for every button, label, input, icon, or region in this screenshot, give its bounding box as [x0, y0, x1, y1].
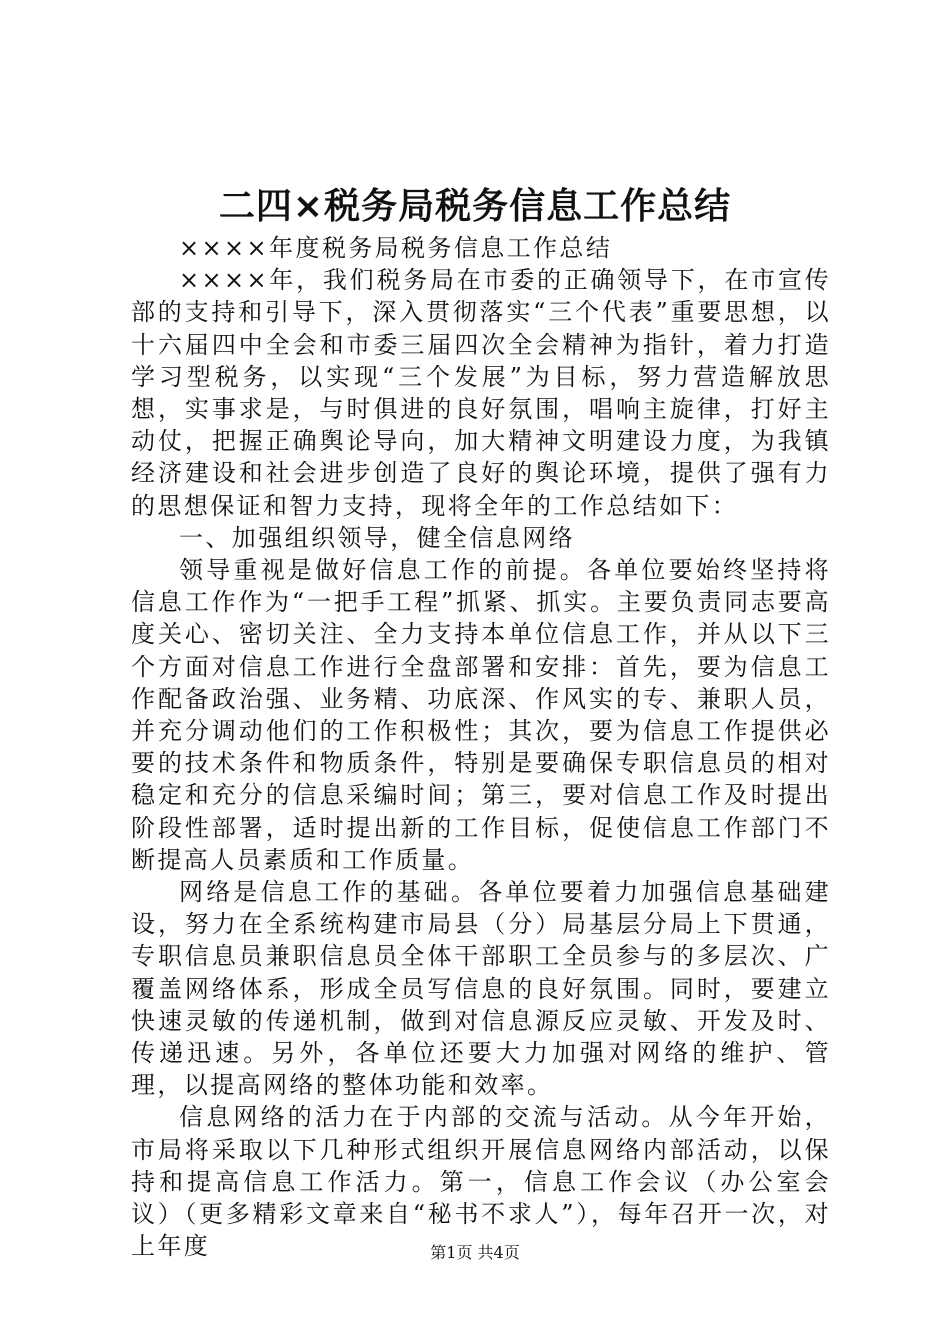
- document-body: [131, 232, 831, 1263]
- section-heading: 一、加强组织领导，健全信息网络: [179, 523, 575, 552]
- page-footer: [0, 1242, 950, 1264]
- paragraph-activities: 信息网络的活力在于内部的交流与活动。从今年开始，市局将采取以下几种形式组织开展信息网络内部活动，以保持和提高信息工作活力。第一，信息工作会议（办公室会议）（更多精彩文章来自“秘书不求人”），每年召开一次，对上年度: [131, 1103, 831, 1261]
- page-title: 二四×税务局税务信息工作总结: [218, 186, 732, 227]
- page-number: 第1页 共4页: [430, 1243, 520, 1262]
- paragraph-network: 网络是信息工作的基础。各单位要着力加强信息基础建设，努力在全系统构建市局县（分）局基层分局上下贯通，专职信息员兼职信息员全体干部职工全员参与的多层次、广覆盖网络体系，形成全员写信息的良好氛围。同时，要建立快速灵敏的传递机制，做到对信息源反应灵敏、开发及时、传递迅速。另外，各单位还要大力加强对网络的维护、管理，以提高网络的整体功能和效率。: [131, 878, 831, 1100]
- paragraph-subtitle: ××××年度税务局税务信息工作总结: [179, 234, 613, 262]
- paragraph-intro: ××××年，我们税务局在市委的正确领导下，在市宣传部的支持和引导下，深入贯彻落实“三个代表”重要思想，以十六届四中全会和市委三届四次全会精神为指针，着力打造学习型税务，以实现“三个发展”为目标，努力营造解放思想，实事求是，与时俱进的良好氛围，唱响主旋律，打好主动仗，把握正确舆论导向，加大精神文明建设力度，为我镇经济建设和社会进步创造了良好的舆论环境，提供了强有力的思想保证和智力支持，现将全年的工作总结如下：: [131, 266, 831, 520]
- paragraph-leadership: 领导重视是做好信息工作的前提。各单位要始终坚持将信息工作作为“一把手工程”抓紧、抓实。主要负责同志要高度关心、密切关注、全力支持本单位信息工作，并从以下三个方面对信息工作进行全盘部署和安排：首先，要为信息工作配备政治强、业务精、功底深、作风实的专、兼职人员，并充分调动他们的工作积极性；其次，要为信息工作提供必要的技术条件和物质条件，特别是要确保专职信息员的相对稳定和充分的信息采编时间；第三，要对信息工作及时提出阶段性部署，适时提出新的工作目标，促使信息工作部门不断提高人员素质和工作质量。: [131, 556, 831, 874]
